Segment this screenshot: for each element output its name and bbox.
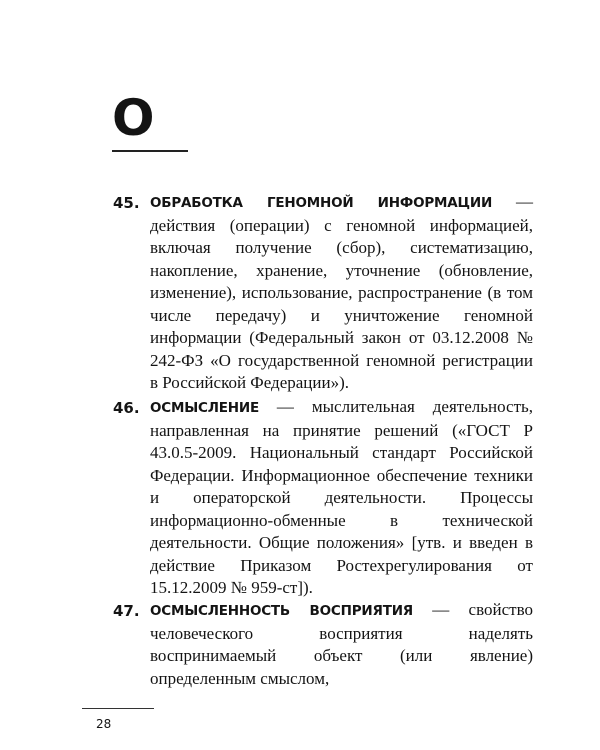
glossary-entry-47	[113, 599, 533, 690]
entry-text	[150, 599, 533, 690]
entry-definition: — свойство человеческого восприятия наделять воспринимаемый объект (или явление) определенным смыслом,	[150, 600, 533, 688]
section-letter: О	[112, 89, 155, 147]
entry-text	[150, 191, 533, 395]
entry-number: 47.	[113, 602, 140, 620]
page-number: 28	[96, 717, 112, 731]
footer-divider	[82, 708, 154, 709]
entry-text	[150, 396, 533, 600]
entry-number: 46.	[113, 399, 140, 417]
entry-number: 45.	[113, 194, 140, 212]
glossary-entry-45	[113, 191, 533, 395]
section-divider	[112, 150, 188, 152]
entry-definition: — действия (операции) с геномной информацией, включая получение (сбор), систематизацию, накопление, хранение, уточнение (обновление, изменение), использование, распространение (в том числе передачу) и уничтожение геномной информации (Федеральный закон от 03.12.2008 № 242-ФЗ «О государственной геномной регистрации в Российской Федерации»).	[150, 192, 533, 392]
entry-term: ОСМЫСЛЕНИЕ	[150, 400, 259, 416]
entry-term: ОБРАБОТКА ГЕНОМНОЙ ИНФОРМАЦИИ	[150, 195, 493, 211]
entry-term: ОСМЫСЛЕННОСТЬ ВОСПРИЯТИЯ	[150, 603, 414, 619]
entry-definition: — мыслительная деятельность, направленная на принятие решений («ГОСТ Р 43.0.5-2009. Национальный стандарт Российской Федерации. Информационное обеспечение техники и операторской деятельности. Процессы информационно-обменные в технической деятельности. Общие положения» [утв. и введен в действие Приказом Ростехрегулирования от 15.12.2009 № 959-ст]).	[150, 397, 533, 597]
glossary-entry-46	[113, 396, 533, 600]
